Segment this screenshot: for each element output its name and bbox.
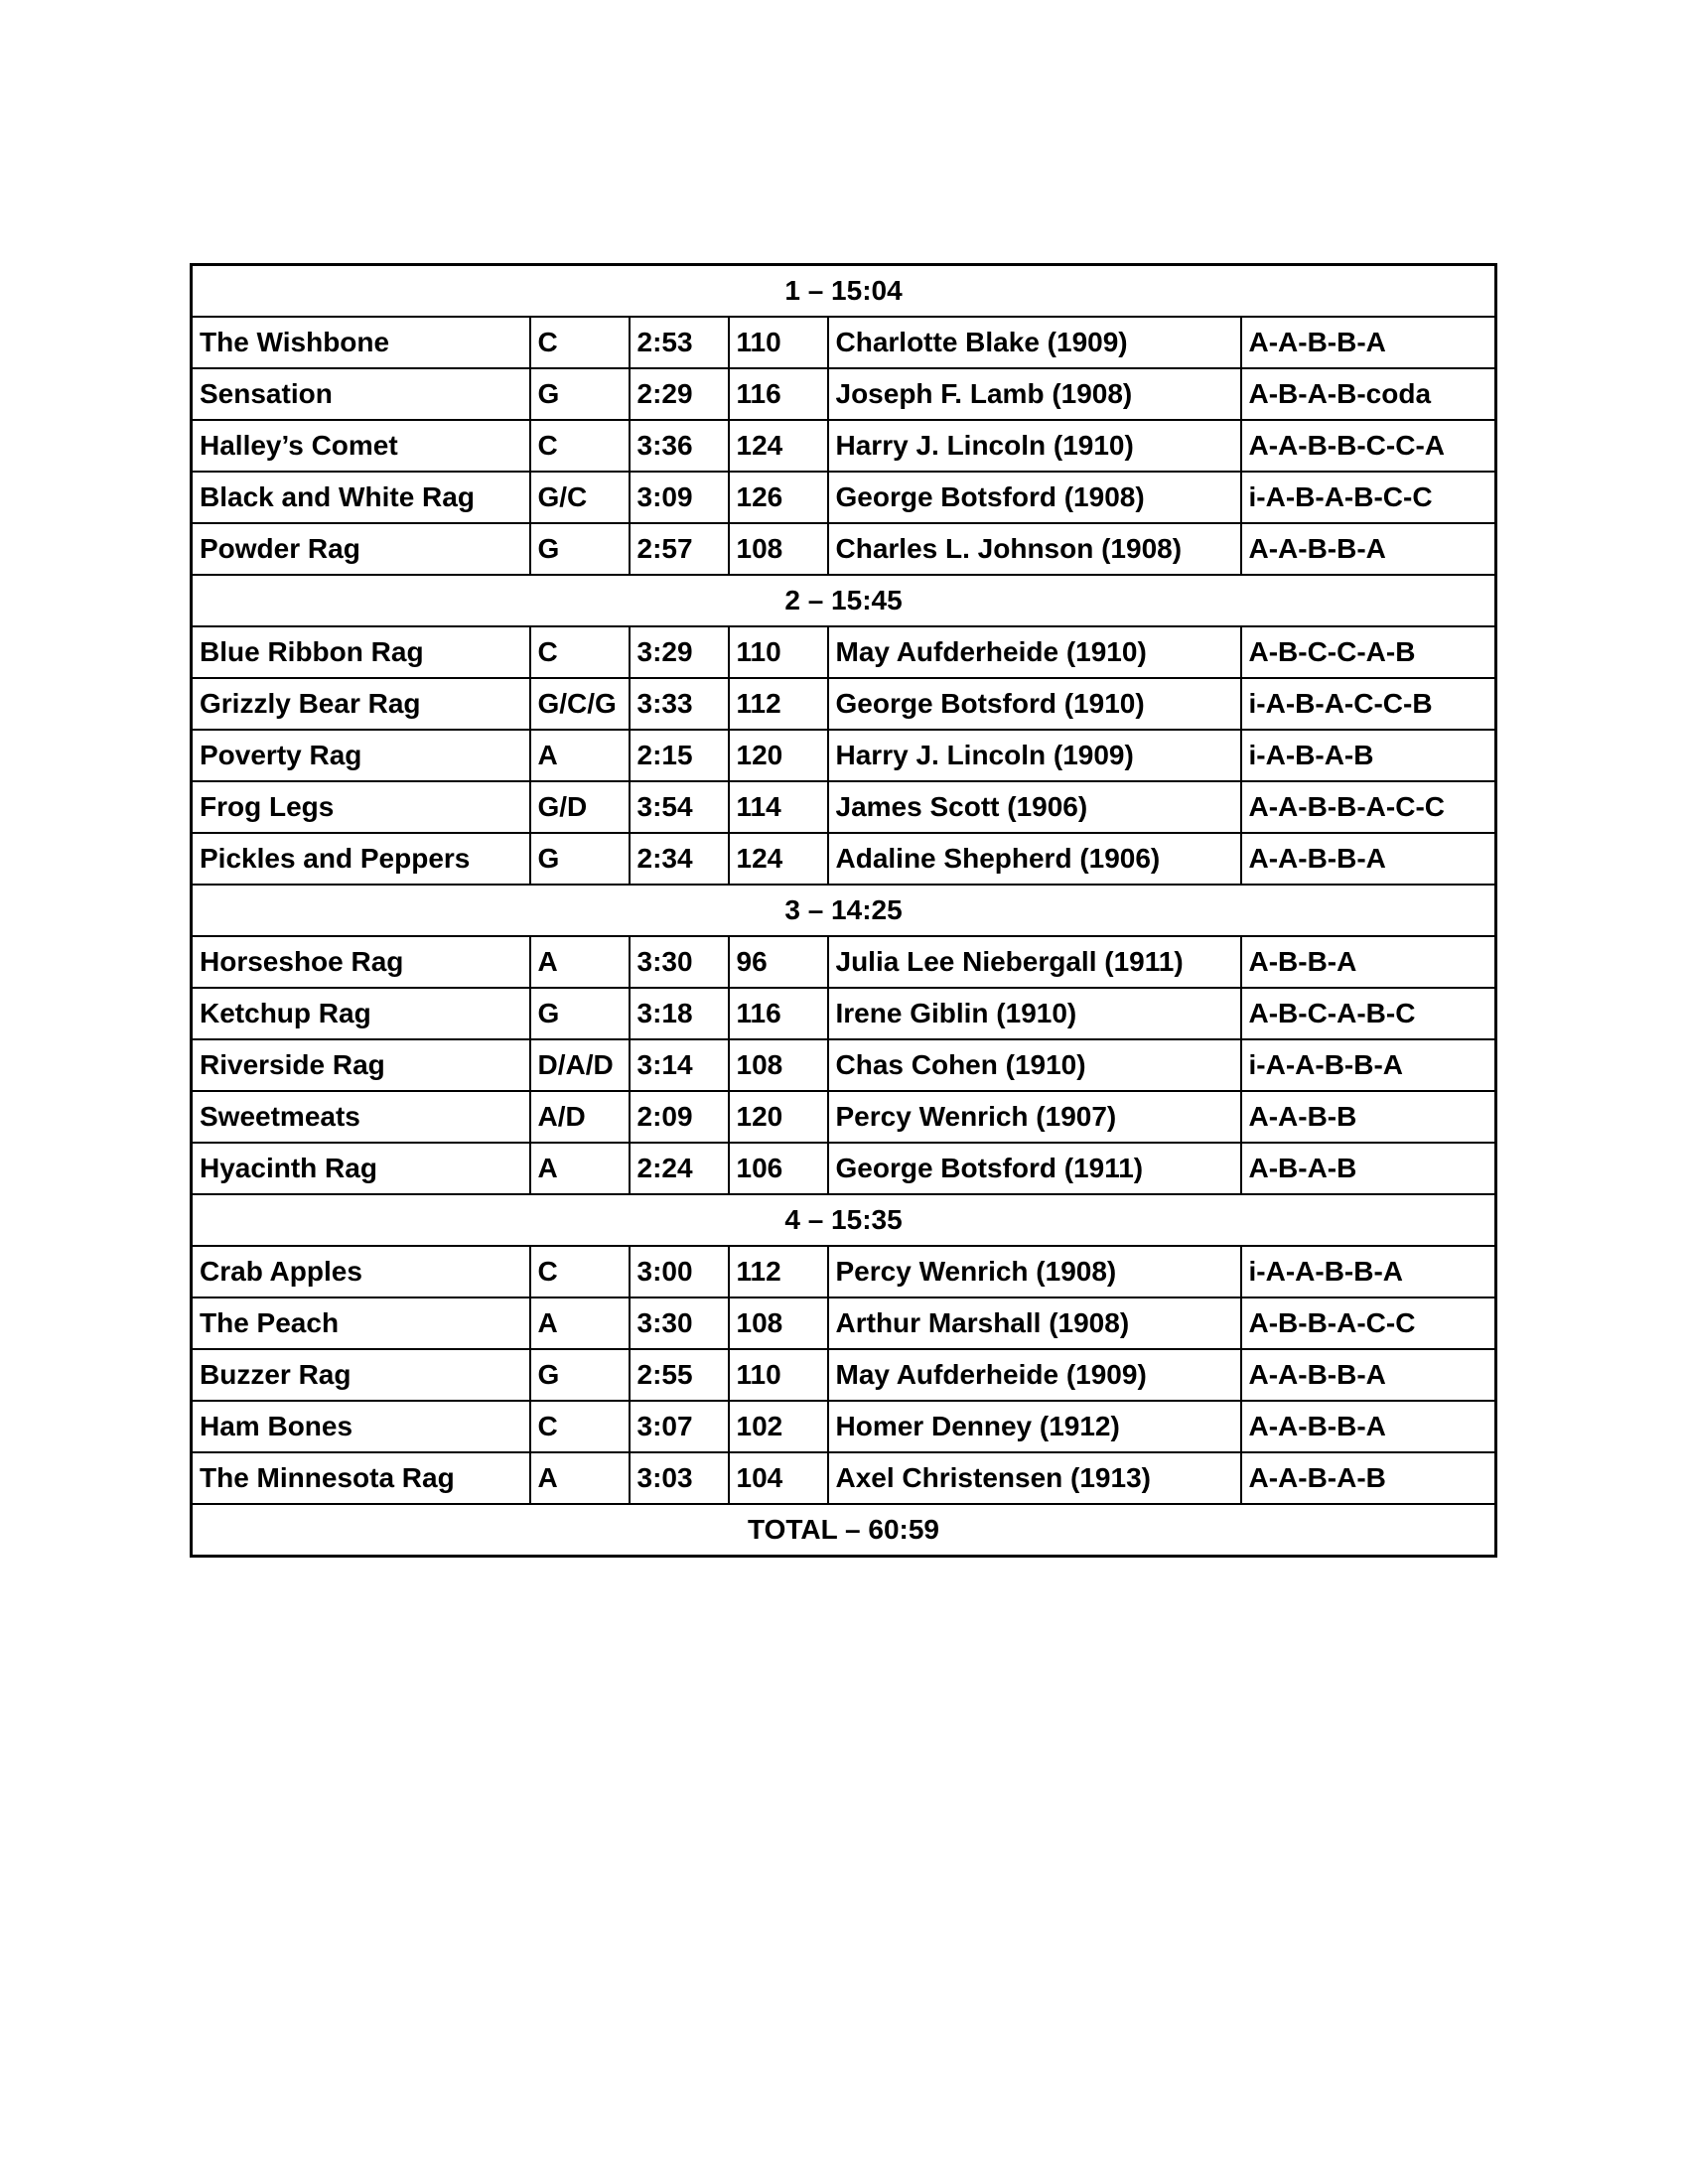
track-form: A-A-B-B-A [1241,833,1496,885]
track-composer: Arthur Marshall (1908) [828,1297,1241,1349]
track-duration: 3:07 [630,1401,729,1452]
track-title: Crab Apples [192,1246,530,1297]
section-header-row [192,885,1496,936]
track-key: A [530,1297,630,1349]
track-tempo: 96 [729,936,828,988]
track-composer: May Aufderheide (1909) [828,1349,1241,1401]
track-key: A [530,1143,630,1194]
track-duration: 3:14 [630,1039,729,1091]
track-composer: May Aufderheide (1910) [828,626,1241,678]
track-duration: 2:34 [630,833,729,885]
track-key: C [530,317,630,368]
track-row [192,523,1496,575]
track-title: Ketchup Rag [192,988,530,1039]
track-duration: 2:15 [630,730,729,781]
section-header-row [192,1194,1496,1246]
track-duration: 3:33 [630,678,729,730]
track-tempo: 106 [729,1143,828,1194]
track-key: G/C [530,472,630,523]
track-composer: James Scott (1906) [828,781,1241,833]
track-form: A-A-B-B-C-C-A [1241,420,1496,472]
track-composer: Harry J. Lincoln (1909) [828,730,1241,781]
track-tempo: 108 [729,523,828,575]
track-duration: 3:30 [630,936,729,988]
track-tempo: 112 [729,678,828,730]
track-form: A-B-B-A-C-C [1241,1297,1496,1349]
track-tempo: 108 [729,1039,828,1091]
track-row [192,781,1496,833]
track-duration: 3:09 [630,472,729,523]
track-form: A-A-B-B-A-C-C [1241,781,1496,833]
track-row [192,678,1496,730]
track-composer: Joseph F. Lamb (1908) [828,368,1241,420]
track-title: Poverty Rag [192,730,530,781]
track-title: Sensation [192,368,530,420]
track-duration: 3:29 [630,626,729,678]
track-key: A/D [530,1091,630,1143]
track-duration: 2:24 [630,1143,729,1194]
track-title: Blue Ribbon Rag [192,626,530,678]
track-composer: Charles L. Johnson (1908) [828,523,1241,575]
track-duration: 3:36 [630,420,729,472]
track-form: i-A-B-A-C-C-B [1241,678,1496,730]
track-key: G/C/G [530,678,630,730]
track-title: Horseshoe Rag [192,936,530,988]
track-title: The Minnesota Rag [192,1452,530,1504]
track-row [192,1297,1496,1349]
track-tempo: 108 [729,1297,828,1349]
track-tempo: 126 [729,472,828,523]
track-form: A-B-B-A [1241,936,1496,988]
track-row [192,1349,1496,1401]
track-tempo: 112 [729,1246,828,1297]
track-key: G/D [530,781,630,833]
track-composer: Percy Wenrich (1907) [828,1091,1241,1143]
track-row [192,420,1496,472]
track-tempo: 102 [729,1401,828,1452]
track-duration: 3:03 [630,1452,729,1504]
track-title: Powder Rag [192,523,530,575]
track-form: A-B-A-B-coda [1241,368,1496,420]
track-key: G [530,833,630,885]
track-title: Riverside Rag [192,1039,530,1091]
track-title: Black and White Rag [192,472,530,523]
section-title: 4 – 15:35 [192,1194,1496,1246]
track-composer: George Botsford (1910) [828,678,1241,730]
track-form: A-A-B-B [1241,1091,1496,1143]
track-row [192,936,1496,988]
track-key: G [530,988,630,1039]
track-form: i-A-A-B-B-A [1241,1246,1496,1297]
track-key: G [530,1349,630,1401]
track-row [192,1143,1496,1194]
track-tempo: 124 [729,420,828,472]
track-title: Sweetmeats [192,1091,530,1143]
track-title: Ham Bones [192,1401,530,1452]
track-key: A [530,936,630,988]
track-form: A-A-B-B-A [1241,1349,1496,1401]
track-row [192,1091,1496,1143]
track-duration: 2:55 [630,1349,729,1401]
track-tempo: 120 [729,1091,828,1143]
track-form: A-A-B-B-A [1241,523,1496,575]
track-title: Buzzer Rag [192,1349,530,1401]
track-form: i-A-B-A-B [1241,730,1496,781]
track-form: A-B-C-A-B-C [1241,988,1496,1039]
track-row [192,1039,1496,1091]
track-title: Pickles and Peppers [192,833,530,885]
track-duration: 2:09 [630,1091,729,1143]
track-row [192,833,1496,885]
track-key: A [530,1452,630,1504]
track-form: A-A-B-B-A [1241,317,1496,368]
track-title: Halley’s Comet [192,420,530,472]
track-tempo: 114 [729,781,828,833]
track-composer: Adaline Shepherd (1906) [828,833,1241,885]
track-key: C [530,1401,630,1452]
track-composer: Irene Giblin (1910) [828,988,1241,1039]
track-row [192,988,1496,1039]
track-row [192,626,1496,678]
track-form: A-B-A-B [1241,1143,1496,1194]
track-tempo: 124 [729,833,828,885]
track-row [192,368,1496,420]
track-form: A-B-C-C-A-B [1241,626,1496,678]
section-title: 2 – 15:45 [192,575,1496,626]
track-title: Frog Legs [192,781,530,833]
track-duration: 2:29 [630,368,729,420]
track-composer: Harry J. Lincoln (1910) [828,420,1241,472]
track-tempo: 110 [729,1349,828,1401]
track-duration: 3:30 [630,1297,729,1349]
track-duration: 2:57 [630,523,729,575]
track-composer: Charlotte Blake (1909) [828,317,1241,368]
track-key: A [530,730,630,781]
track-form: A-A-B-A-B [1241,1452,1496,1504]
track-form: i-A-A-B-B-A [1241,1039,1496,1091]
track-title: Hyacinth Rag [192,1143,530,1194]
total-row [192,1504,1496,1557]
track-composer: Percy Wenrich (1908) [828,1246,1241,1297]
track-duration: 3:54 [630,781,729,833]
track-composer: George Botsford (1911) [828,1143,1241,1194]
track-key: C [530,626,630,678]
track-row [192,1452,1496,1504]
track-tempo: 120 [729,730,828,781]
track-tempo: 116 [729,988,828,1039]
track-key: C [530,1246,630,1297]
track-composer: Axel Christensen (1913) [828,1452,1241,1504]
section-title: 3 – 14:25 [192,885,1496,936]
track-title: The Wishbone [192,317,530,368]
track-key: D/A/D [530,1039,630,1091]
setlist-table [190,263,1497,1558]
section-title: 1 – 15:04 [192,265,1496,318]
section-header-row [192,575,1496,626]
track-composer: Homer Denney (1912) [828,1401,1241,1452]
total-duration: TOTAL – 60:59 [192,1504,1496,1557]
track-title: Grizzly Bear Rag [192,678,530,730]
track-row [192,472,1496,523]
track-title: The Peach [192,1297,530,1349]
track-composer: Chas Cohen (1910) [828,1039,1241,1091]
section-header-row [192,265,1496,318]
track-row [192,317,1496,368]
track-tempo: 116 [729,368,828,420]
track-tempo: 110 [729,317,828,368]
track-key: G [530,523,630,575]
track-tempo: 104 [729,1452,828,1504]
track-form: A-A-B-B-A [1241,1401,1496,1452]
track-duration: 3:18 [630,988,729,1039]
track-row [192,1401,1496,1452]
track-key: G [530,368,630,420]
track-composer: George Botsford (1908) [828,472,1241,523]
track-key: C [530,420,630,472]
track-form: i-A-B-A-B-C-C [1241,472,1496,523]
track-tempo: 110 [729,626,828,678]
track-row [192,730,1496,781]
setlist-body [192,265,1496,1557]
track-duration: 3:00 [630,1246,729,1297]
track-duration: 2:53 [630,317,729,368]
track-row [192,1246,1496,1297]
track-composer: Julia Lee Niebergall (1911) [828,936,1241,988]
